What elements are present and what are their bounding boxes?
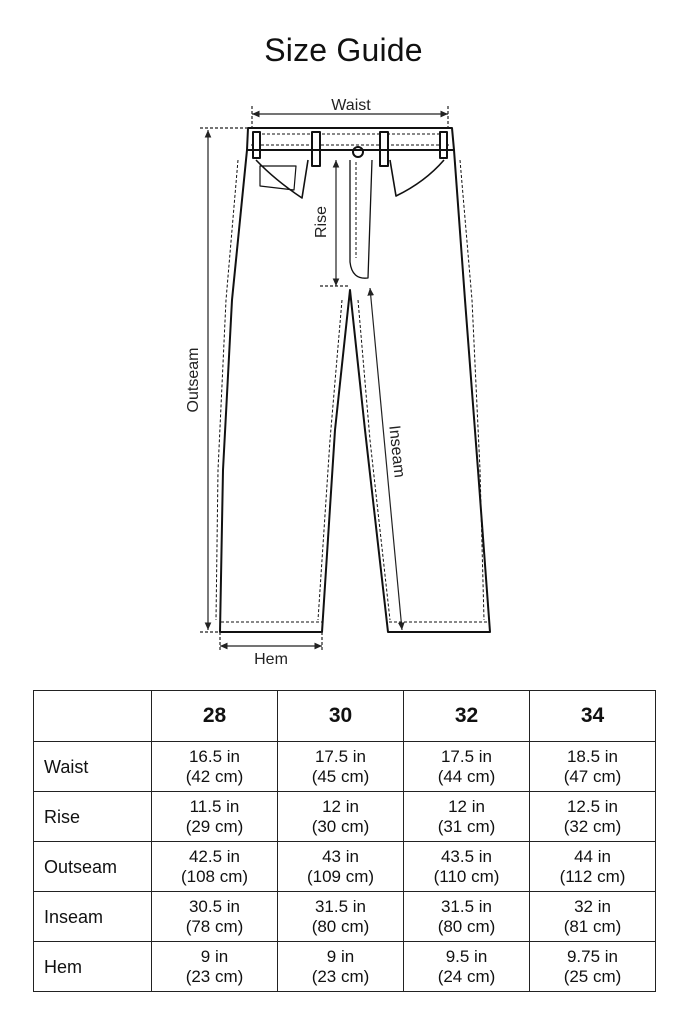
right-pocket <box>390 160 444 196</box>
table-cell <box>152 892 278 942</box>
cell-cm: (112 cm) <box>559 866 626 886</box>
page-title: Size Guide <box>264 32 423 68</box>
cell-cm: (32 cm) <box>563 816 622 836</box>
cell-inches: 12.5 in <box>566 796 619 816</box>
cell-inches: 9 in <box>200 946 229 966</box>
cell-cm: (23 cm) <box>185 966 244 986</box>
cell-inches: 31.5 in <box>314 896 367 916</box>
belt-loop <box>440 132 447 158</box>
rise-label: Rise <box>313 205 330 239</box>
jeans-body <box>220 150 490 632</box>
row-label: Outseam <box>34 842 152 892</box>
inseam-label: Inseam <box>385 424 408 479</box>
table-cell <box>278 942 404 992</box>
cell-inches: 30.5 in <box>188 896 241 916</box>
cell-inches: 9.75 in <box>566 946 619 966</box>
fly <box>350 160 372 278</box>
row-label: Inseam <box>34 892 152 942</box>
button <box>353 147 363 157</box>
cell-cm: (42 cm) <box>185 766 244 786</box>
table-row <box>34 742 656 792</box>
table-cell <box>530 942 656 992</box>
cell-inches: 16.5 in <box>188 746 241 766</box>
cell-inches: 12 in <box>448 796 485 816</box>
cell-cm: (80 cm) <box>311 916 370 936</box>
table-cell <box>404 892 530 942</box>
size-column-header: 28 <box>152 691 278 742</box>
table-cell <box>278 892 404 942</box>
table-cell <box>530 892 656 942</box>
cell-cm: (24 cm) <box>437 966 496 986</box>
table-cell <box>404 842 530 892</box>
table-cell <box>278 842 404 892</box>
table-header-row <box>34 691 656 742</box>
belt-loop <box>253 132 260 158</box>
cell-inches: 17.5 in <box>440 746 493 766</box>
size-table <box>33 690 656 992</box>
size-column-header: 34 <box>530 691 656 742</box>
table-row <box>34 942 656 992</box>
table-cell <box>404 792 530 842</box>
table-cell <box>404 942 530 992</box>
cell-cm: (44 cm) <box>437 766 496 786</box>
cell-cm: (25 cm) <box>563 966 622 986</box>
row-label: Hem <box>34 942 152 992</box>
cell-inches: 18.5 in <box>566 746 619 766</box>
table-row <box>34 892 656 942</box>
table-cell <box>530 742 656 792</box>
cell-cm: (30 cm) <box>311 816 370 836</box>
outseam-label: Outseam <box>185 347 202 413</box>
waist-label: Waist <box>331 97 371 114</box>
table-row <box>34 842 656 892</box>
table-cell <box>530 792 656 842</box>
cell-cm: (45 cm) <box>311 766 370 786</box>
table-cell <box>152 742 278 792</box>
cell-cm: (81 cm) <box>563 916 622 936</box>
cell-inches: 43.5 in <box>440 846 493 866</box>
table-corner-cell <box>34 691 152 742</box>
cell-cm: (31 cm) <box>437 816 496 836</box>
cell-cm: (47 cm) <box>563 766 622 786</box>
cell-inches: 17.5 in <box>314 746 367 766</box>
cell-cm: (23 cm) <box>311 966 370 986</box>
cell-cm: (78 cm) <box>185 916 244 936</box>
table-cell <box>152 942 278 992</box>
cell-cm: (29 cm) <box>185 816 244 836</box>
cell-inches: 11.5 in <box>189 796 240 816</box>
cell-cm: (109 cm) <box>306 866 375 886</box>
cell-inches: 43 in <box>322 846 359 866</box>
size-column-header: 30 <box>278 691 404 742</box>
cell-inches: 44 in <box>574 846 611 866</box>
cell-cm: (110 cm) <box>433 866 500 886</box>
table-cell <box>152 842 278 892</box>
table-row <box>34 792 656 842</box>
cell-inches: 32 in <box>574 896 611 916</box>
cell-cm: (108 cm) <box>180 866 249 886</box>
table-cell <box>404 742 530 792</box>
table-cell <box>278 792 404 842</box>
row-label: Waist <box>34 742 152 792</box>
waistband <box>247 128 454 150</box>
row-label: Rise <box>34 792 152 842</box>
size-column-header: 32 <box>404 691 530 742</box>
cell-cm: (80 cm) <box>437 916 496 936</box>
cell-inches: 12 in <box>322 796 359 816</box>
table-cell <box>530 842 656 892</box>
cell-inches: 42.5 in <box>188 846 241 866</box>
jeans-illustration <box>216 128 490 632</box>
table-cell <box>152 792 278 842</box>
cell-inches: 9 in <box>326 946 355 966</box>
table-cell <box>278 742 404 792</box>
hem-label: Hem <box>254 651 288 668</box>
cell-inches: 31.5 in <box>440 896 493 916</box>
cell-inches: 9.5 in <box>445 946 488 966</box>
